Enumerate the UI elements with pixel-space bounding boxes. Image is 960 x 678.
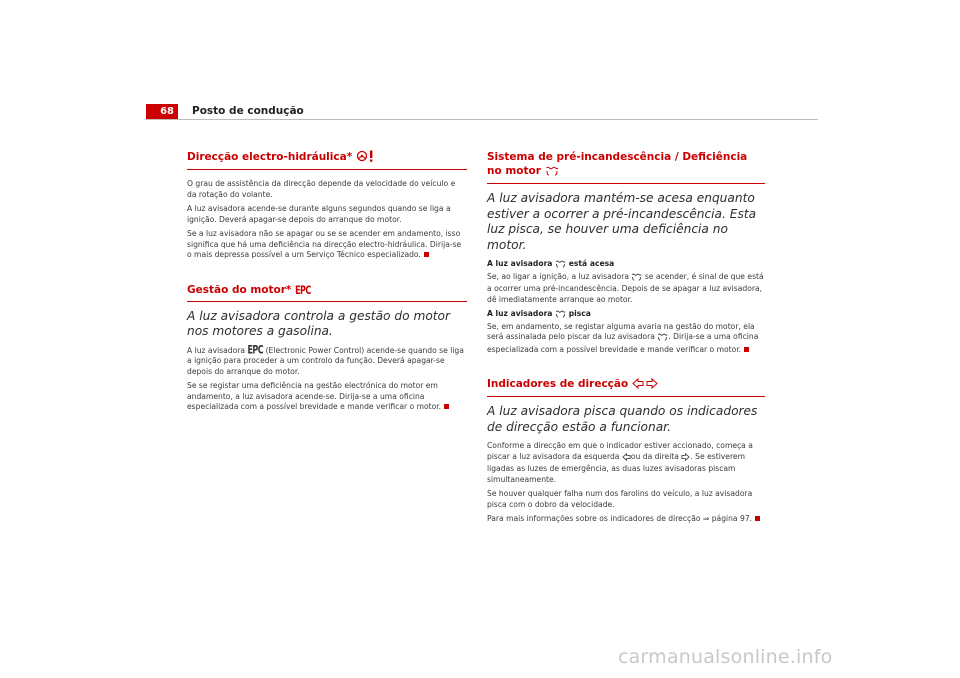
turn-right-icon (681, 453, 690, 465)
subheading (487, 309, 765, 322)
glow-plug-icon (657, 333, 668, 345)
right-column (487, 150, 765, 529)
glow-plug-icon (545, 166, 559, 180)
lead-text: A luz avisadora pisca quando os indicadores de direcção estão a funcionar. (487, 404, 758, 434)
paragraph-text: . Dirija-se a uma oficina especializada com a possível brevidade e mande verificar o motor. (487, 332, 759, 354)
section-title-engine (187, 283, 467, 302)
paragraph-text: Para mais informações sobre os indicadores de direcção (487, 514, 701, 523)
paragraph-text: Se a luz avisadora não se apagar ou se se acender em andamento, isso significa que há uma deficiência na direcção electro-hidráulica. Dirija-se o mais depressa possível a um Serviço Técnico especializado. (187, 229, 462, 259)
cross-reference-arrow: ⇒ (702, 514, 710, 523)
turn-left-icon (622, 453, 631, 465)
page-reference-link[interactable]: página 97. (711, 514, 753, 523)
section-title-text: Indicadores de direcção (487, 378, 629, 390)
paragraph-text: se acender, é sinal de que está a ocorrer uma pré-incandescência. Depois de se apagar a luz avisadora, dê imediatamente arranque ao motor. (487, 271, 764, 304)
end-of-section-marker (755, 516, 760, 521)
steering-warning-icon (356, 150, 378, 166)
lead-text: A luz avisadora mantém-se acesa enquanto estiver a ocorrer a pré-incandescência. Esta luz pisca, se houver uma deficiência no motor. (487, 191, 757, 252)
page-number: 68 (146, 104, 178, 119)
subheading-text: A luz avisadora (487, 309, 553, 318)
section-title-text: Gestão do motor* (187, 283, 292, 296)
paragraph: A luz avisadora acende-se durante alguns segundos quando se liga a ignição. Deverá apagar-se depois do arranque do motor. (187, 204, 451, 224)
paragraph: O grau de assistência da direcção depende da velocidade do veículo e da rotação do volante. (187, 179, 456, 199)
glow-plug-icon (555, 310, 566, 322)
paragraph (487, 272, 765, 306)
section-title-turn-signals (487, 377, 765, 397)
section-title-text: Sistema de pré-incandescência / Deficiência no motor (487, 151, 748, 177)
end-of-section-marker (424, 252, 429, 257)
paragraph (487, 514, 765, 525)
paragraph (187, 381, 467, 413)
paragraph-text: . Se estiverem ligadas as luzes de emergência, as duas luzes avisadoras piscam simultaneamente. (487, 451, 745, 484)
section-title-text: Direcção electro-hidráulica* (187, 151, 353, 163)
watermark: carmanualsonline.info (618, 646, 833, 668)
end-of-section-marker (744, 347, 749, 352)
subheading (487, 259, 765, 272)
paragraph-text: A luz avisadora (187, 345, 246, 355)
paragraph-text: ou da direita (630, 451, 679, 461)
left-column (187, 150, 467, 417)
paragraph: Se houver qualquer falha num dos farolins do veículo, a luz avisadora pisca com o dobro da velocidade. (487, 489, 753, 509)
paragraph-text: Conforme a direcção em que o indicador estiver accionado, começa a piscar a luz avisadora da esquerda (487, 441, 753, 461)
paragraph-text: Se se registar uma deficiência na gestão electrónica do motor em andamento, a luz avisadora acende-se. Dirija-se a uma oficina especializada com a possível brevidade e mande verificar o motor. (187, 381, 442, 411)
paragraph-text: (Electronic Power Control) acende-se quando se liga a ignição para proceder a um controlo da função. Deverá apagar-se depois do arranque do motor. (187, 345, 464, 376)
header-rule (146, 119, 818, 120)
end-of-section-marker (444, 404, 449, 409)
paragraph-text: Se, em andamento, se registar alguma avaria na gestão do motor, ela será assinalada pelo piscar da luz avisadora (487, 321, 755, 341)
lead-text: A luz avisadora controla a gestão do motor nos motores a gasolina. (187, 308, 451, 338)
paragraph-text: Se, ao ligar a ignição, a luz avisadora (487, 271, 629, 281)
section-title-steering (187, 150, 467, 170)
subheading-text: pisca (568, 309, 591, 318)
glow-plug-icon (555, 260, 566, 272)
turn-signal-icon (632, 378, 658, 393)
paragraph (187, 229, 467, 261)
subheading-text: está acesa (568, 259, 615, 268)
epc-icon: EPC (247, 343, 264, 356)
paragraph (487, 322, 765, 356)
paragraph (487, 441, 765, 485)
header-title: Posto de condução (192, 105, 304, 117)
glow-plug-icon (631, 273, 642, 285)
section-title-glow (487, 150, 765, 184)
subheading-text: A luz avisadora (487, 259, 553, 268)
page-header (146, 104, 818, 119)
epc-icon: EPC (295, 283, 311, 297)
paragraph (187, 343, 467, 378)
